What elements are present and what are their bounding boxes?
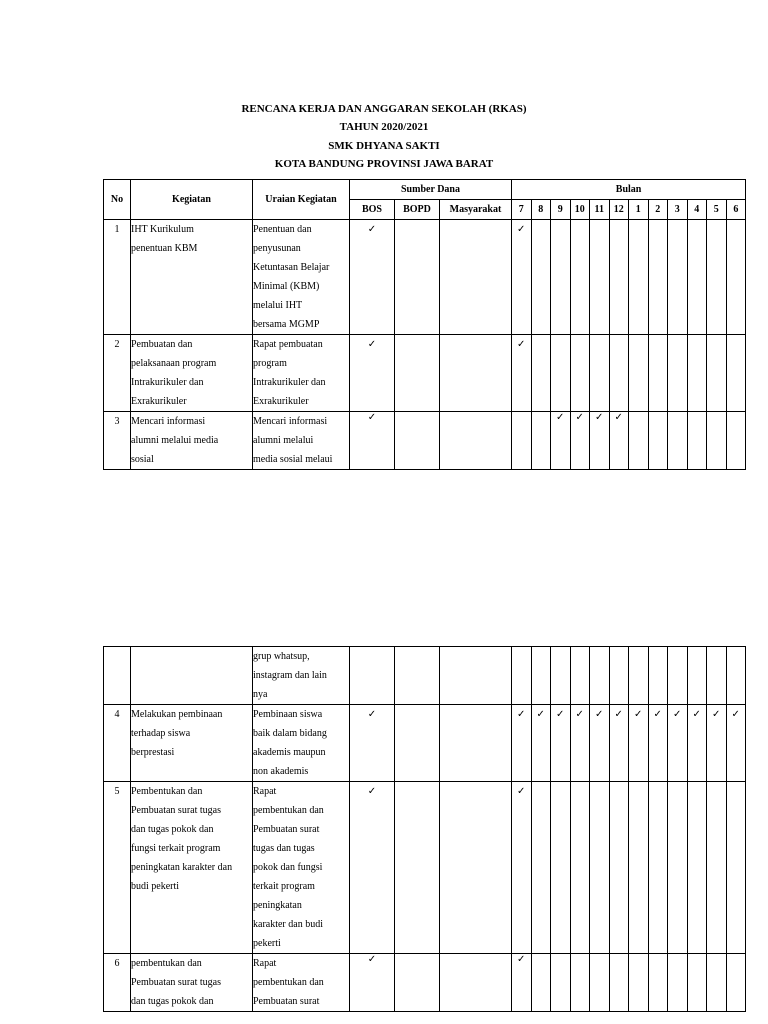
uraian-line: Pembuatan surat <box>253 996 320 1007</box>
month-cell <box>648 647 668 705</box>
month-cell <box>609 412 629 470</box>
month-cell <box>531 412 551 470</box>
kegiatan-cell <box>131 220 253 335</box>
uraian-line: program <box>253 358 287 369</box>
header-bos: BOS <box>350 200 395 220</box>
table-row <box>104 954 746 1012</box>
uraian-cell <box>253 335 350 412</box>
kegiatan-cell <box>131 782 253 954</box>
month-cell <box>668 954 688 1012</box>
month-cell <box>668 782 688 954</box>
check-icon: ✓ <box>595 412 604 423</box>
month-cell <box>609 220 629 335</box>
masyarakat-cell <box>440 705 512 782</box>
month-cell <box>531 782 551 954</box>
row-number <box>104 647 131 705</box>
month-cell <box>512 647 532 705</box>
month-cell <box>687 954 707 1012</box>
heading-line-year: TAHUN 2020/2021 <box>339 121 429 134</box>
month-cell <box>629 647 649 705</box>
month-cell <box>570 220 590 335</box>
check-icon: ✓ <box>556 709 565 720</box>
kegiatan-line: terhadap siswa <box>131 728 191 739</box>
month-cell <box>629 412 649 470</box>
uraian-line: pekerti <box>253 938 281 949</box>
header-month: 4 <box>687 200 707 220</box>
uraian-line: nya <box>253 689 268 700</box>
month-cell <box>726 782 746 954</box>
month-cell <box>531 220 551 335</box>
month-cell <box>726 220 746 335</box>
table-row <box>104 705 746 782</box>
month-cell <box>512 335 532 412</box>
check-icon: ✓ <box>712 709 721 720</box>
month-cell <box>551 782 571 954</box>
header-month: 6 <box>726 200 746 220</box>
month-cell <box>570 782 590 954</box>
kegiatan-line: berprestasi <box>131 747 175 758</box>
uraian-cell <box>253 647 350 705</box>
uraian-cell <box>253 412 350 470</box>
check-icon: ✓ <box>575 709 584 720</box>
uraian-line: Rapat <box>253 786 277 797</box>
rkas-table-page-1 <box>103 179 746 470</box>
month-cell <box>726 647 746 705</box>
kegiatan-line: Pembuatan surat tugas <box>131 805 221 816</box>
kegiatan-cell <box>131 705 253 782</box>
uraian-line: pokok dan fungsi <box>253 862 323 873</box>
month-cell <box>629 335 649 412</box>
header-masyarakat: Masyarakat <box>440 200 512 220</box>
month-cell <box>570 705 590 782</box>
row-number: 1 <box>104 220 131 335</box>
month-cell <box>512 412 532 470</box>
month-cell <box>551 220 571 335</box>
header-month: 7 <box>512 200 532 220</box>
kegiatan-line: Pembentukan dan <box>131 786 203 797</box>
bos-cell <box>350 220 395 335</box>
bopd-cell <box>395 412 440 470</box>
table-row <box>104 220 746 335</box>
row-number: 4 <box>104 705 131 782</box>
month-cell <box>629 220 649 335</box>
month-cell <box>531 335 551 412</box>
header-month: 5 <box>707 200 727 220</box>
bopd-cell <box>395 705 440 782</box>
uraian-line: grup whatsup, <box>253 651 310 662</box>
month-cell <box>668 220 688 335</box>
bos-cell <box>350 412 395 470</box>
check-icon: ✓ <box>556 412 565 423</box>
masyarakat-cell <box>440 954 512 1012</box>
row-number: 2 <box>104 335 131 412</box>
uraian-line: melalui IHT <box>253 300 303 311</box>
uraian-line: Mencari informasi <box>253 416 328 427</box>
uraian-line: bersama MGMP <box>253 319 320 330</box>
kegiatan-cell <box>131 647 253 705</box>
month-cell <box>551 954 571 1012</box>
kegiatan-line: Pembuatan dan <box>131 339 193 350</box>
uraian-line: pembentukan dan <box>253 977 324 988</box>
uraian-line: Rapat pembuatan <box>253 339 323 350</box>
uraian-cell <box>253 954 350 1012</box>
header-month: 8 <box>531 200 551 220</box>
uraian-line: media sosial melaui <box>253 454 333 465</box>
month-cell <box>648 954 668 1012</box>
month-cell <box>590 220 610 335</box>
month-cell <box>570 412 590 470</box>
document-heading <box>0 100 768 174</box>
month-cell <box>648 335 668 412</box>
month-cell <box>551 335 571 412</box>
header-bulan: Bulan <box>512 180 746 200</box>
month-cell <box>570 647 590 705</box>
month-cell <box>512 782 532 954</box>
month-cell <box>629 705 649 782</box>
kegiatan-line: Intrakurikuler dan <box>131 377 204 388</box>
uraian-line: Penentuan dan <box>253 224 312 235</box>
uraian-cell <box>253 705 350 782</box>
check-icon: ✓ <box>367 224 377 235</box>
header-month: 9 <box>551 200 571 220</box>
month-cell <box>609 335 629 412</box>
uraian-line: tugas dan tugas <box>253 843 315 854</box>
month-cell <box>590 335 610 412</box>
month-cell <box>648 220 668 335</box>
kegiatan-line: Exrakurikuler <box>131 396 187 407</box>
check-icon: ✓ <box>653 709 662 720</box>
month-cell <box>687 705 707 782</box>
kegiatan-line: dan tugas pokok dan <box>131 824 214 835</box>
month-cell <box>668 335 688 412</box>
kegiatan-line: pelaksanaan program <box>131 358 217 369</box>
kegiatan-line: alumni melalui media <box>131 435 219 446</box>
kegiatan-line: penentuan KBM <box>131 243 198 254</box>
month-cell <box>668 705 688 782</box>
header-uraian: Uraian Kegiatan <box>253 180 350 220</box>
rkas-table-page-2 <box>103 646 746 1012</box>
row-number: 6 <box>104 954 131 1012</box>
kegiatan-line: IHT Kurikulum <box>131 224 194 235</box>
month-cell <box>570 954 590 1012</box>
header-month: 10 <box>570 200 590 220</box>
uraian-cell <box>253 782 350 954</box>
header-month: 2 <box>648 200 668 220</box>
month-cell <box>648 782 668 954</box>
masyarakat-cell <box>440 647 512 705</box>
check-icon: ✓ <box>517 224 526 235</box>
uraian-line: pembentukan dan <box>253 805 324 816</box>
month-cell <box>648 705 668 782</box>
check-icon: ✓ <box>367 709 377 720</box>
bopd-cell <box>395 335 440 412</box>
month-cell <box>707 412 727 470</box>
month-cell <box>726 954 746 1012</box>
check-icon: ✓ <box>673 709 682 720</box>
month-cell <box>726 705 746 782</box>
masyarakat-cell <box>440 335 512 412</box>
kegiatan-cell <box>131 335 253 412</box>
month-cell <box>570 335 590 412</box>
table-row <box>104 335 746 412</box>
month-cell <box>707 220 727 335</box>
month-cell <box>531 705 551 782</box>
table-row <box>104 412 746 470</box>
table-row <box>104 647 746 705</box>
month-cell <box>590 412 610 470</box>
bopd-cell <box>395 782 440 954</box>
check-icon: ✓ <box>517 954 526 965</box>
uraian-line: instagram dan lain <box>253 670 327 681</box>
kegiatan-line: Mencari informasi <box>131 416 206 427</box>
uraian-line: peningkatan <box>253 900 302 911</box>
bopd-cell <box>395 954 440 1012</box>
month-cell <box>668 647 688 705</box>
month-cell <box>707 782 727 954</box>
kegiatan-cell <box>131 954 253 1012</box>
bos-cell <box>350 647 395 705</box>
check-icon: ✓ <box>731 709 740 720</box>
kegiatan-line: Pembuatan surat tugas <box>131 977 221 988</box>
bos-cell <box>350 954 395 1012</box>
month-cell <box>531 954 551 1012</box>
check-icon: ✓ <box>595 709 604 720</box>
heading-line-location: KOTA BANDUNG PROVINSI JAWA BARAT <box>274 158 494 171</box>
heading-line-title: RENCANA KERJA DAN ANGGARAN SEKOLAH (RKAS) <box>241 103 527 115</box>
kegiatan-line: sosial <box>131 454 154 465</box>
uraian-line: Pembinaan siswa <box>253 709 323 720</box>
kegiatan-line: peningkatan karakter dan <box>131 862 233 873</box>
bos-cell <box>350 782 395 954</box>
masyarakat-cell <box>440 220 512 335</box>
uraian-line: Pembuatan surat <box>253 824 320 835</box>
header-sumber-dana: Sumber Dana <box>350 180 512 200</box>
month-cell <box>551 705 571 782</box>
header-month: 1 <box>629 200 649 220</box>
check-icon: ✓ <box>517 786 526 797</box>
header-bopd: BOPD <box>395 200 440 220</box>
month-cell <box>687 412 707 470</box>
uraian-line: Exrakurikuler <box>253 396 309 407</box>
check-icon: ✓ <box>614 412 623 423</box>
month-cell <box>512 220 532 335</box>
bos-cell <box>350 705 395 782</box>
check-icon: ✓ <box>517 339 526 350</box>
uraian-line: non akademis <box>253 766 309 777</box>
check-icon: ✓ <box>692 709 701 720</box>
check-icon: ✓ <box>367 412 377 423</box>
month-cell <box>590 954 610 1012</box>
check-icon: ✓ <box>536 709 545 720</box>
month-cell <box>668 412 688 470</box>
row-number: 3 <box>104 412 131 470</box>
kegiatan-line: Melakukan pembinaan <box>131 709 223 720</box>
kegiatan-line: dan tugas pokok dan <box>131 996 214 1007</box>
uraian-line: penyusunan <box>253 243 301 254</box>
month-cell <box>687 647 707 705</box>
kegiatan-line: fungsi terkait program <box>131 843 221 854</box>
month-cell <box>512 705 532 782</box>
month-cell <box>551 647 571 705</box>
uraian-line: karakter dan budi <box>253 919 323 930</box>
month-cell <box>687 220 707 335</box>
month-cell <box>707 335 727 412</box>
month-cell <box>609 647 629 705</box>
uraian-line: alumni melalui <box>253 435 314 446</box>
month-cell <box>726 335 746 412</box>
month-cell <box>707 954 727 1012</box>
month-cell <box>551 412 571 470</box>
header-month: 11 <box>590 200 610 220</box>
month-cell <box>648 412 668 470</box>
month-cell <box>687 782 707 954</box>
bopd-cell <box>395 220 440 335</box>
check-icon: ✓ <box>367 339 377 350</box>
month-cell <box>629 954 649 1012</box>
month-cell <box>590 782 610 954</box>
month-cell <box>609 782 629 954</box>
uraian-line: Minimal (KBM) <box>253 281 320 292</box>
uraian-line: terkait program <box>253 881 315 892</box>
header-no: No <box>104 180 131 220</box>
heading-line-school: SMK DHYANA SAKTI <box>328 139 440 152</box>
table-row <box>104 782 746 954</box>
month-cell <box>590 647 610 705</box>
check-icon: ✓ <box>517 709 526 720</box>
month-cell <box>629 782 649 954</box>
header-month: 3 <box>668 200 688 220</box>
check-icon: ✓ <box>367 954 377 965</box>
month-cell <box>707 705 727 782</box>
uraian-line: Ketuntasan Belajar <box>253 262 330 273</box>
masyarakat-cell <box>440 412 512 470</box>
check-icon: ✓ <box>575 412 584 423</box>
masyarakat-cell <box>440 782 512 954</box>
kegiatan-line: budi pekerti <box>131 881 180 892</box>
uraian-line: Intrakurikuler dan <box>253 377 326 388</box>
header-month: 12 <box>609 200 629 220</box>
check-icon: ✓ <box>367 786 377 797</box>
month-cell <box>726 412 746 470</box>
row-number: 5 <box>104 782 131 954</box>
header-kegiatan: Kegiatan <box>131 180 253 220</box>
month-cell <box>609 705 629 782</box>
month-cell <box>707 647 727 705</box>
month-cell <box>590 705 610 782</box>
uraian-line: akademis maupun <box>253 747 326 758</box>
month-cell <box>531 647 551 705</box>
kegiatan-line: pembentukan dan <box>131 958 202 969</box>
kegiatan-cell <box>131 412 253 470</box>
bopd-cell <box>395 647 440 705</box>
bos-cell <box>350 335 395 412</box>
check-icon: ✓ <box>634 709 643 720</box>
uraian-line: baik dalam bidang <box>253 728 327 739</box>
check-icon: ✓ <box>614 709 623 720</box>
month-cell <box>609 954 629 1012</box>
uraian-cell <box>253 220 350 335</box>
uraian-line: Rapat <box>253 958 277 969</box>
month-cell <box>687 335 707 412</box>
month-cell <box>512 954 532 1012</box>
